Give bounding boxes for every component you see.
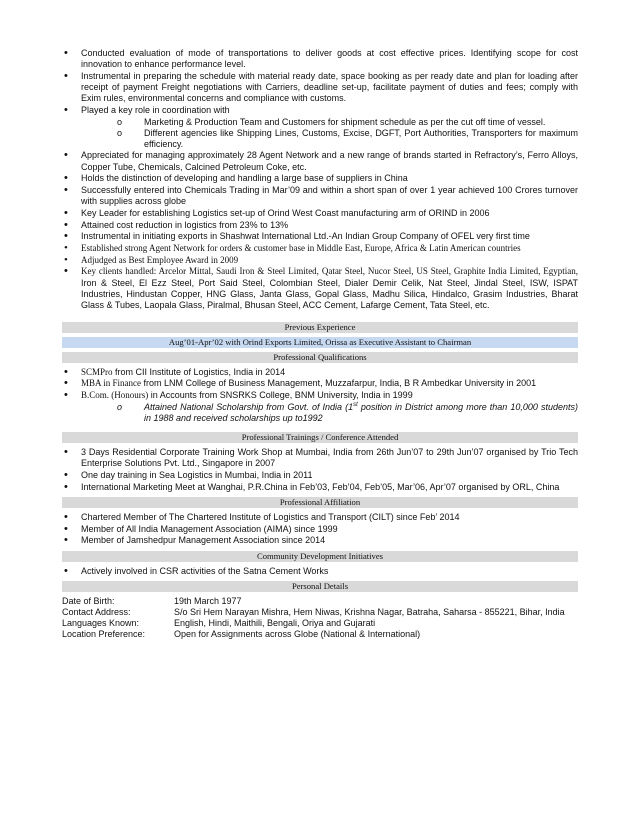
list-item: • Attained cost reduction in logistics from 23% to 13% — [62, 220, 578, 231]
qualification-degree: B.Com. (Honours) — [81, 390, 149, 401]
affiliations-list — [62, 512, 578, 547]
responsibilities-list — [62, 48, 578, 116]
resume-page — [62, 48, 578, 641]
qualification-detail: from LNM College of Business Management, Muzzafarpur, India, B R Ambedkar University in 2001 — [141, 378, 537, 389]
qualification-degree: SCMPro — [81, 366, 113, 377]
list-item: • Established strong Agent Network for orders & customer base in Middle East, Europe, Africa & Latin American countries — [62, 243, 578, 254]
list-item: • Appreciated for managing approximately 28 Agent Network and a new range of brands started in Refractory’s, Ferro Alloys, Copper Tube, Chemicals, Calcined Petroleum Coke, etc. — [62, 150, 578, 172]
previous-role-bar: Aug’01-Apr’02 with Orind Exports Limited, Orissa as Executive Assistant to Chairman — [62, 337, 578, 348]
scholarship-text: Attained National Scholarship from Govt. of India (1 — [144, 401, 354, 412]
section-header-personal: Personal Details — [62, 581, 578, 592]
qualification-detail: in Accounts from SNSRKS College, BNM University, India in 1999 — [148, 390, 413, 401]
list-item: • Actively involved in CSR activities of the Satna Cement Works — [62, 566, 578, 577]
personal-label: Location Preference: — [62, 629, 146, 640]
list-item: • Conducted evaluation of mode of transportations to deliver goods at cost effective prices. Identifying scope for cost innovation to enhance performance level. — [62, 48, 578, 70]
key-clients-rest: Iron & Steel, El Ezz Steel, Port Said Steel, Colombian Steel, Dialer Demir Celik, Nat Steel, Jindal Steel, ISW, ISPAT Industries, Hindustan Copper, HNG Glass, Janta Glass, Gopal Glass, Madhu Silica, Hindalco, Grasim Industries, Bharat Glass & Tubes, Laopala Glass, Piralmal, Bhusan Steel, ACC Cement, Lafarge Cement, Tata Steel, etc. — [81, 277, 578, 310]
personal-label: Contact Address: — [62, 607, 131, 618]
personal-value: English, Hindi, Maithili, Bengali, Oriya and Gujarati — [174, 618, 376, 629]
list-item: • Key Leader for establishing Logistics set-up of Orind West Coast manufacturing arm of ORIND in 2006 — [62, 208, 578, 219]
list-item: • Member of All India Management Association (AIMA) since 1999 — [62, 524, 578, 535]
qualification-item — [62, 390, 578, 401]
qualification-degree: MBA in Finance — [81, 378, 141, 389]
personal-label: Date of Birth: — [62, 595, 115, 606]
personal-label: Languages Known: — [62, 618, 140, 629]
personal-details — [62, 596, 578, 641]
qualification-detail: from CII Institute of Logistics, India in 2014 — [112, 366, 286, 377]
personal-value: Open for Assignments across Globe (National & International) — [174, 629, 421, 640]
achievements-list — [62, 150, 578, 311]
section-header-previous-experience: Previous Experience — [62, 322, 578, 333]
scholarship-text-rest: position in District among more than 10,000 students) in 1988 and received scholarships up to1992 — [144, 401, 578, 423]
personal-value: S/o Sri Hem Narayan Mishra, Hem Niwas, Krishna Nagar, Batraha, Saharsa - 855221, Bihar, India — [174, 607, 565, 618]
section-header-community: Community Development Initiatives — [62, 551, 578, 562]
list-item: • Successfully entered into Chemicals Trading in Mar’09 and within a short span of over 1 year achieved 100 Crores turnover with supplies across globe — [62, 185, 578, 207]
list-item: • Member of Jamshedpur Management Association since 2014 — [62, 535, 578, 546]
coordination-sublist — [62, 117, 578, 151]
qualification-item — [62, 378, 578, 389]
sub-list-item: o Marketing & Production Team and Customers for shipment schedule as per the cut off time of vessel. — [62, 117, 578, 128]
sub-list-item: o Different agencies like Shipping Lines, Customs, Excise, DGFT, Port Authorities, Transporters for maximum efficiency. — [62, 128, 578, 150]
community-list — [62, 566, 578, 577]
personal-row — [62, 596, 578, 607]
list-item: • Chartered Member of The Chartered Institute of Logistics and Transport (CILT) since Feb’ 2014 — [62, 512, 578, 523]
trainings-list — [62, 447, 578, 493]
list-item: • One day training in Sea Logistics in Mumbai, India in 2011 — [62, 470, 578, 481]
list-item: • 3 Days Residential Corporate Training Work Shop at Mumbai, India from 26th Jun’07 to 29th Jun’07 organised by Trio Tech Enterprise Solutions Pvt. Ltd., Singapore in 2007 — [62, 447, 578, 469]
qualification-item — [62, 367, 578, 378]
qualifications-list — [62, 367, 578, 402]
list-item: • Adjudged as Best Employee Award in 2009 — [62, 255, 578, 266]
scholarship-sublist — [62, 402, 578, 424]
list-item: • International Marketing Meet at Wanghai, P.R.China in Feb’03, Feb’04, Feb’05, Mar’06, Apr’07 organised by ORL, China — [62, 482, 578, 493]
personal-row — [62, 607, 578, 618]
scholarship-superscript: st — [353, 401, 358, 408]
scholarship-item — [62, 402, 578, 424]
personal-row — [62, 629, 578, 640]
list-item: • Played a key role in coordination with — [62, 105, 578, 116]
section-header-affiliation: Professional Affiliation — [62, 497, 578, 508]
key-clients-intro: Key clients handled: Arcelor Mittal, Saudi Iron & Steel Limited, Qatar Steel, Nucor Steel, US Steel, Graphite India Limited, Egyptian, — [81, 266, 578, 277]
list-item: • Holds the distinction of developing and handling a large base of suppliers in China — [62, 173, 578, 184]
personal-value: 19th March 1977 — [174, 595, 242, 606]
key-clients-item — [62, 266, 578, 311]
personal-row — [62, 618, 578, 629]
section-header-trainings: Professional Trainings / Conference Attended — [62, 432, 578, 443]
list-item: • Instrumental in initiating exports in Shashwat International Ltd.-An Indian Group Company of OFEL very first time — [62, 231, 578, 242]
list-item: • Instrumental in preparing the schedule with material ready date, space booking as per ready date and plan for loading after receipt of payment Freight negotiations with Carriers, deadline set-up, facilitate payment of duties and fees; comply with Exim rules, environmental concerns and compliance with customs. — [62, 71, 578, 105]
section-header-qualifications: Professional Qualifications — [62, 352, 578, 363]
